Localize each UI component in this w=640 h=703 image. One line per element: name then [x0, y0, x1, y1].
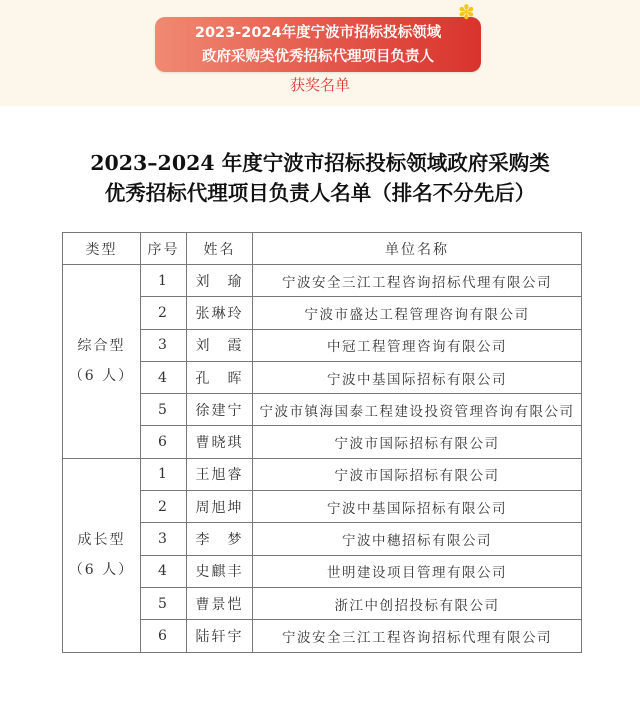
table-row: [63, 265, 582, 297]
winners-table: [62, 232, 582, 653]
row-number: 3: [141, 523, 187, 555]
category-type: 综合型: [77, 338, 126, 355]
table-row: [63, 426, 582, 458]
organization-name: 宁波中基国际招标有限公司: [253, 361, 582, 393]
category-type: 成长型: [77, 532, 126, 549]
row-number: 6: [141, 620, 187, 652]
header-type: 类型: [63, 233, 141, 265]
category-cell: [63, 458, 141, 652]
row-number: 2: [141, 491, 187, 523]
person-name: 张琳玲: [187, 297, 253, 329]
row-number: 4: [141, 361, 187, 393]
table-header-row: [63, 233, 582, 265]
organization-name: 宁波市国际招标有限公司: [253, 458, 582, 490]
person-name: 陆轩宇: [187, 620, 253, 652]
organization-name: 浙江中创招投标有限公司: [253, 587, 582, 619]
category-cell: [63, 265, 141, 459]
organization-name: 宁波中基国际招标有限公司: [253, 491, 582, 523]
table-row: [63, 297, 582, 329]
category-count: （6 人）: [68, 368, 135, 385]
row-number: 3: [141, 329, 187, 361]
person-name: 徐建宁: [187, 394, 253, 426]
person-name: 刘 瑜: [187, 265, 253, 297]
table-row: [63, 394, 582, 426]
organization-name: 宁波市镇海国泰工程建设投资管理咨询有限公司: [253, 394, 582, 426]
row-number: 1: [141, 458, 187, 490]
table-row: [63, 555, 582, 587]
row-number: 6: [141, 426, 187, 458]
person-name: 周旭坤: [187, 491, 253, 523]
table-row: [63, 523, 582, 555]
table-row: [63, 361, 582, 393]
header-name: 姓名: [187, 233, 253, 265]
row-number: 2: [141, 297, 187, 329]
table-row: [63, 491, 582, 523]
row-number: 1: [141, 265, 187, 297]
banner: [155, 17, 481, 72]
person-name: 李 梦: [187, 523, 253, 555]
organization-name: 中冠工程管理咨询有限公司: [253, 329, 582, 361]
flower-icon: ✽: [458, 0, 475, 24]
banner-line-2: 政府采购类优秀招标代理项目负责人: [202, 49, 434, 65]
banner-line-1: 2023-2024年度宁波市招标投标领域: [194, 25, 442, 41]
organization-name: 宁波中穗招标有限公司: [253, 523, 582, 555]
organization-name: 宁波安全三江工程咨询招标代理有限公司: [253, 265, 582, 297]
table-row: [63, 329, 582, 361]
table-row: [63, 458, 582, 490]
person-name: 王旭睿: [187, 458, 253, 490]
table-row: [63, 587, 582, 619]
organization-name: 宁波市国际招标有限公司: [253, 426, 582, 458]
row-number: 5: [141, 394, 187, 426]
header-org: 单位名称: [253, 233, 582, 265]
subtitle: 获奖名单: [289, 76, 350, 94]
header-no: 序号: [141, 233, 187, 265]
row-number: 4: [141, 555, 187, 587]
person-name: 曹晓琪: [187, 426, 253, 458]
person-name: 孔 晖: [187, 361, 253, 393]
document-title: [0, 148, 640, 208]
document-title-line-1: 2023–2024 年度宁波市招标投标领域政府采购类: [90, 151, 550, 175]
organization-name: 宁波安全三江工程咨询招标代理有限公司: [253, 620, 582, 652]
person-name: 刘 霞: [187, 329, 253, 361]
document-title-line-2: 优秀招标代理项目负责人名单（排名不分先后）: [104, 181, 536, 205]
category-count: （6 人）: [68, 562, 135, 579]
person-name: 史麒丰: [187, 555, 253, 587]
person-name: 曹景恺: [187, 587, 253, 619]
organization-name: 世明建设项目管理有限公司: [253, 555, 582, 587]
row-number: 5: [141, 587, 187, 619]
table-row: [63, 620, 582, 652]
organization-name: 宁波市盛达工程管理咨询有限公司: [253, 297, 582, 329]
